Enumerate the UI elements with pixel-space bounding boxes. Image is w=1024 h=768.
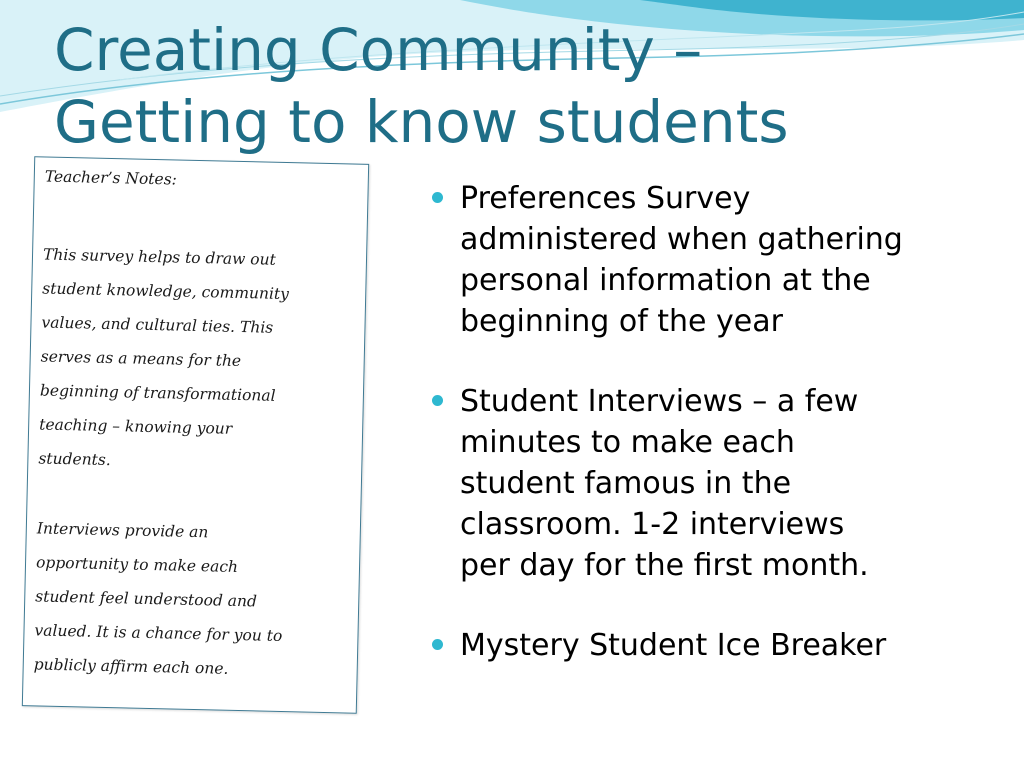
notes-line: students. bbox=[38, 449, 111, 470]
notes-line: teaching – knowing your bbox=[38, 415, 233, 438]
bullet-text: Preferences Survey administered when gathering personal information at the beginning of the year bbox=[460, 181, 903, 339]
slide-title bbox=[54, 14, 789, 158]
bullet-text: Student Interviews – a few minutes to make each student famous in the classroom. 1-2 interviews per day for the first month. bbox=[460, 384, 869, 583]
bullet-mystery-student bbox=[430, 625, 990, 666]
notes-line: student feel understood and bbox=[35, 587, 258, 611]
bullet-dot-icon bbox=[432, 639, 443, 650]
teacher-notes-card bbox=[22, 156, 369, 713]
bullet-list bbox=[430, 178, 990, 666]
bullet-preferences-survey bbox=[430, 178, 990, 342]
notes-line: Interviews provide an bbox=[36, 519, 209, 542]
notes-line: student knowledge, community bbox=[42, 279, 290, 304]
notes-line: opportunity to make each bbox=[35, 553, 239, 576]
title-line-1: Creating Community – bbox=[54, 16, 703, 84]
notes-line: serves as a means for the bbox=[40, 347, 242, 371]
notes-line: publicly affirm each one. bbox=[33, 655, 229, 678]
bullet-dot-icon bbox=[432, 395, 443, 406]
notes-line: This survey helps to draw out bbox=[42, 245, 277, 269]
bullet-student-interviews bbox=[430, 381, 990, 586]
notes-line: values, and cultural ties. This bbox=[41, 313, 274, 337]
title-line-2: Getting to know students bbox=[54, 88, 789, 156]
notes-line: beginning of transformational bbox=[39, 381, 276, 405]
notes-line: valued. It is a chance for you to bbox=[34, 621, 283, 646]
bullet-text: Mystery Student Ice Breaker bbox=[460, 628, 887, 663]
notes-heading: Teacher’s Notes: bbox=[44, 167, 178, 189]
bullet-dot-icon bbox=[432, 192, 443, 203]
